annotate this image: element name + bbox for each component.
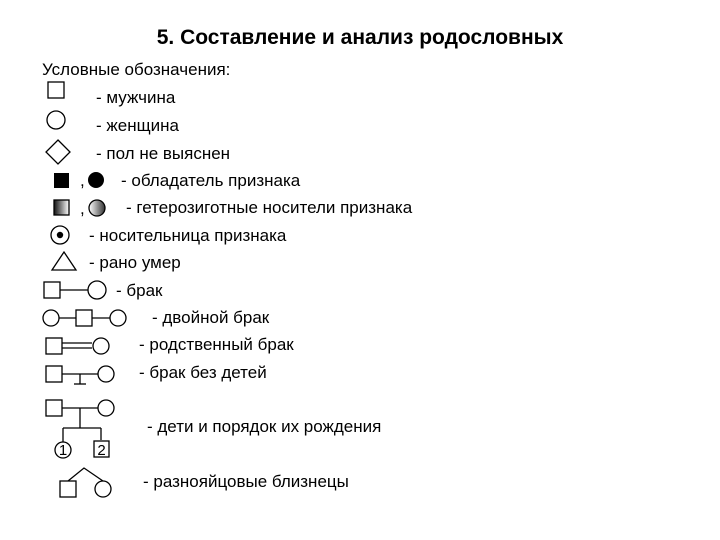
label-heterozygous-carriers: - гетерозиготные носители признака bbox=[126, 198, 413, 217]
marriage-symbol-icon bbox=[44, 281, 106, 299]
page-title: 5. Составление и анализ родословных bbox=[156, 26, 564, 49]
male-square-icon bbox=[48, 82, 64, 98]
double-marriage-symbol-icon bbox=[43, 310, 126, 326]
affected-square-icon bbox=[54, 173, 69, 188]
label-affected: - обладатель признака bbox=[121, 171, 301, 190]
affected-separator: , bbox=[80, 171, 85, 190]
legend-heading: Условные обозначения: bbox=[42, 60, 231, 79]
consanguineous-marriage-symbol-icon bbox=[46, 338, 109, 354]
label-double-marriage: - двойной брак bbox=[152, 308, 270, 327]
label-male: - мужчина bbox=[96, 88, 176, 107]
childless-marriage-symbol-icon bbox=[46, 366, 114, 384]
label-female-carrier: - носительница признака bbox=[89, 226, 287, 245]
label-children-birth-order: - дети и порядок их рождения bbox=[147, 417, 382, 436]
label-died-early: - рано умер bbox=[89, 253, 181, 272]
child-number-1: 1 bbox=[58, 442, 68, 459]
female-circle-icon bbox=[47, 111, 65, 129]
died-early-triangle-icon bbox=[52, 252, 76, 270]
label-female: - женщина bbox=[96, 116, 179, 135]
label-unknown-sex: - пол не выяснен bbox=[96, 144, 231, 163]
label-consanguineous-marriage: - родственный брак bbox=[139, 335, 294, 354]
affected-circle-icon bbox=[88, 172, 104, 188]
carrier-separator: , bbox=[80, 199, 85, 218]
carrier-dot-icon bbox=[57, 232, 63, 238]
label-dizygotic-twins: - разнояйцовые близнецы bbox=[143, 472, 349, 491]
unknown-sex-diamond-icon bbox=[46, 140, 70, 164]
carrier-circle-icon bbox=[89, 200, 105, 216]
label-childless-marriage: - брак без детей bbox=[139, 363, 267, 382]
carrier-square-icon bbox=[54, 200, 69, 215]
label-marriage: - брак bbox=[116, 281, 163, 300]
child-number-2: 2 bbox=[97, 442, 106, 459]
dizygotic-twins-symbol-icon bbox=[60, 468, 111, 497]
